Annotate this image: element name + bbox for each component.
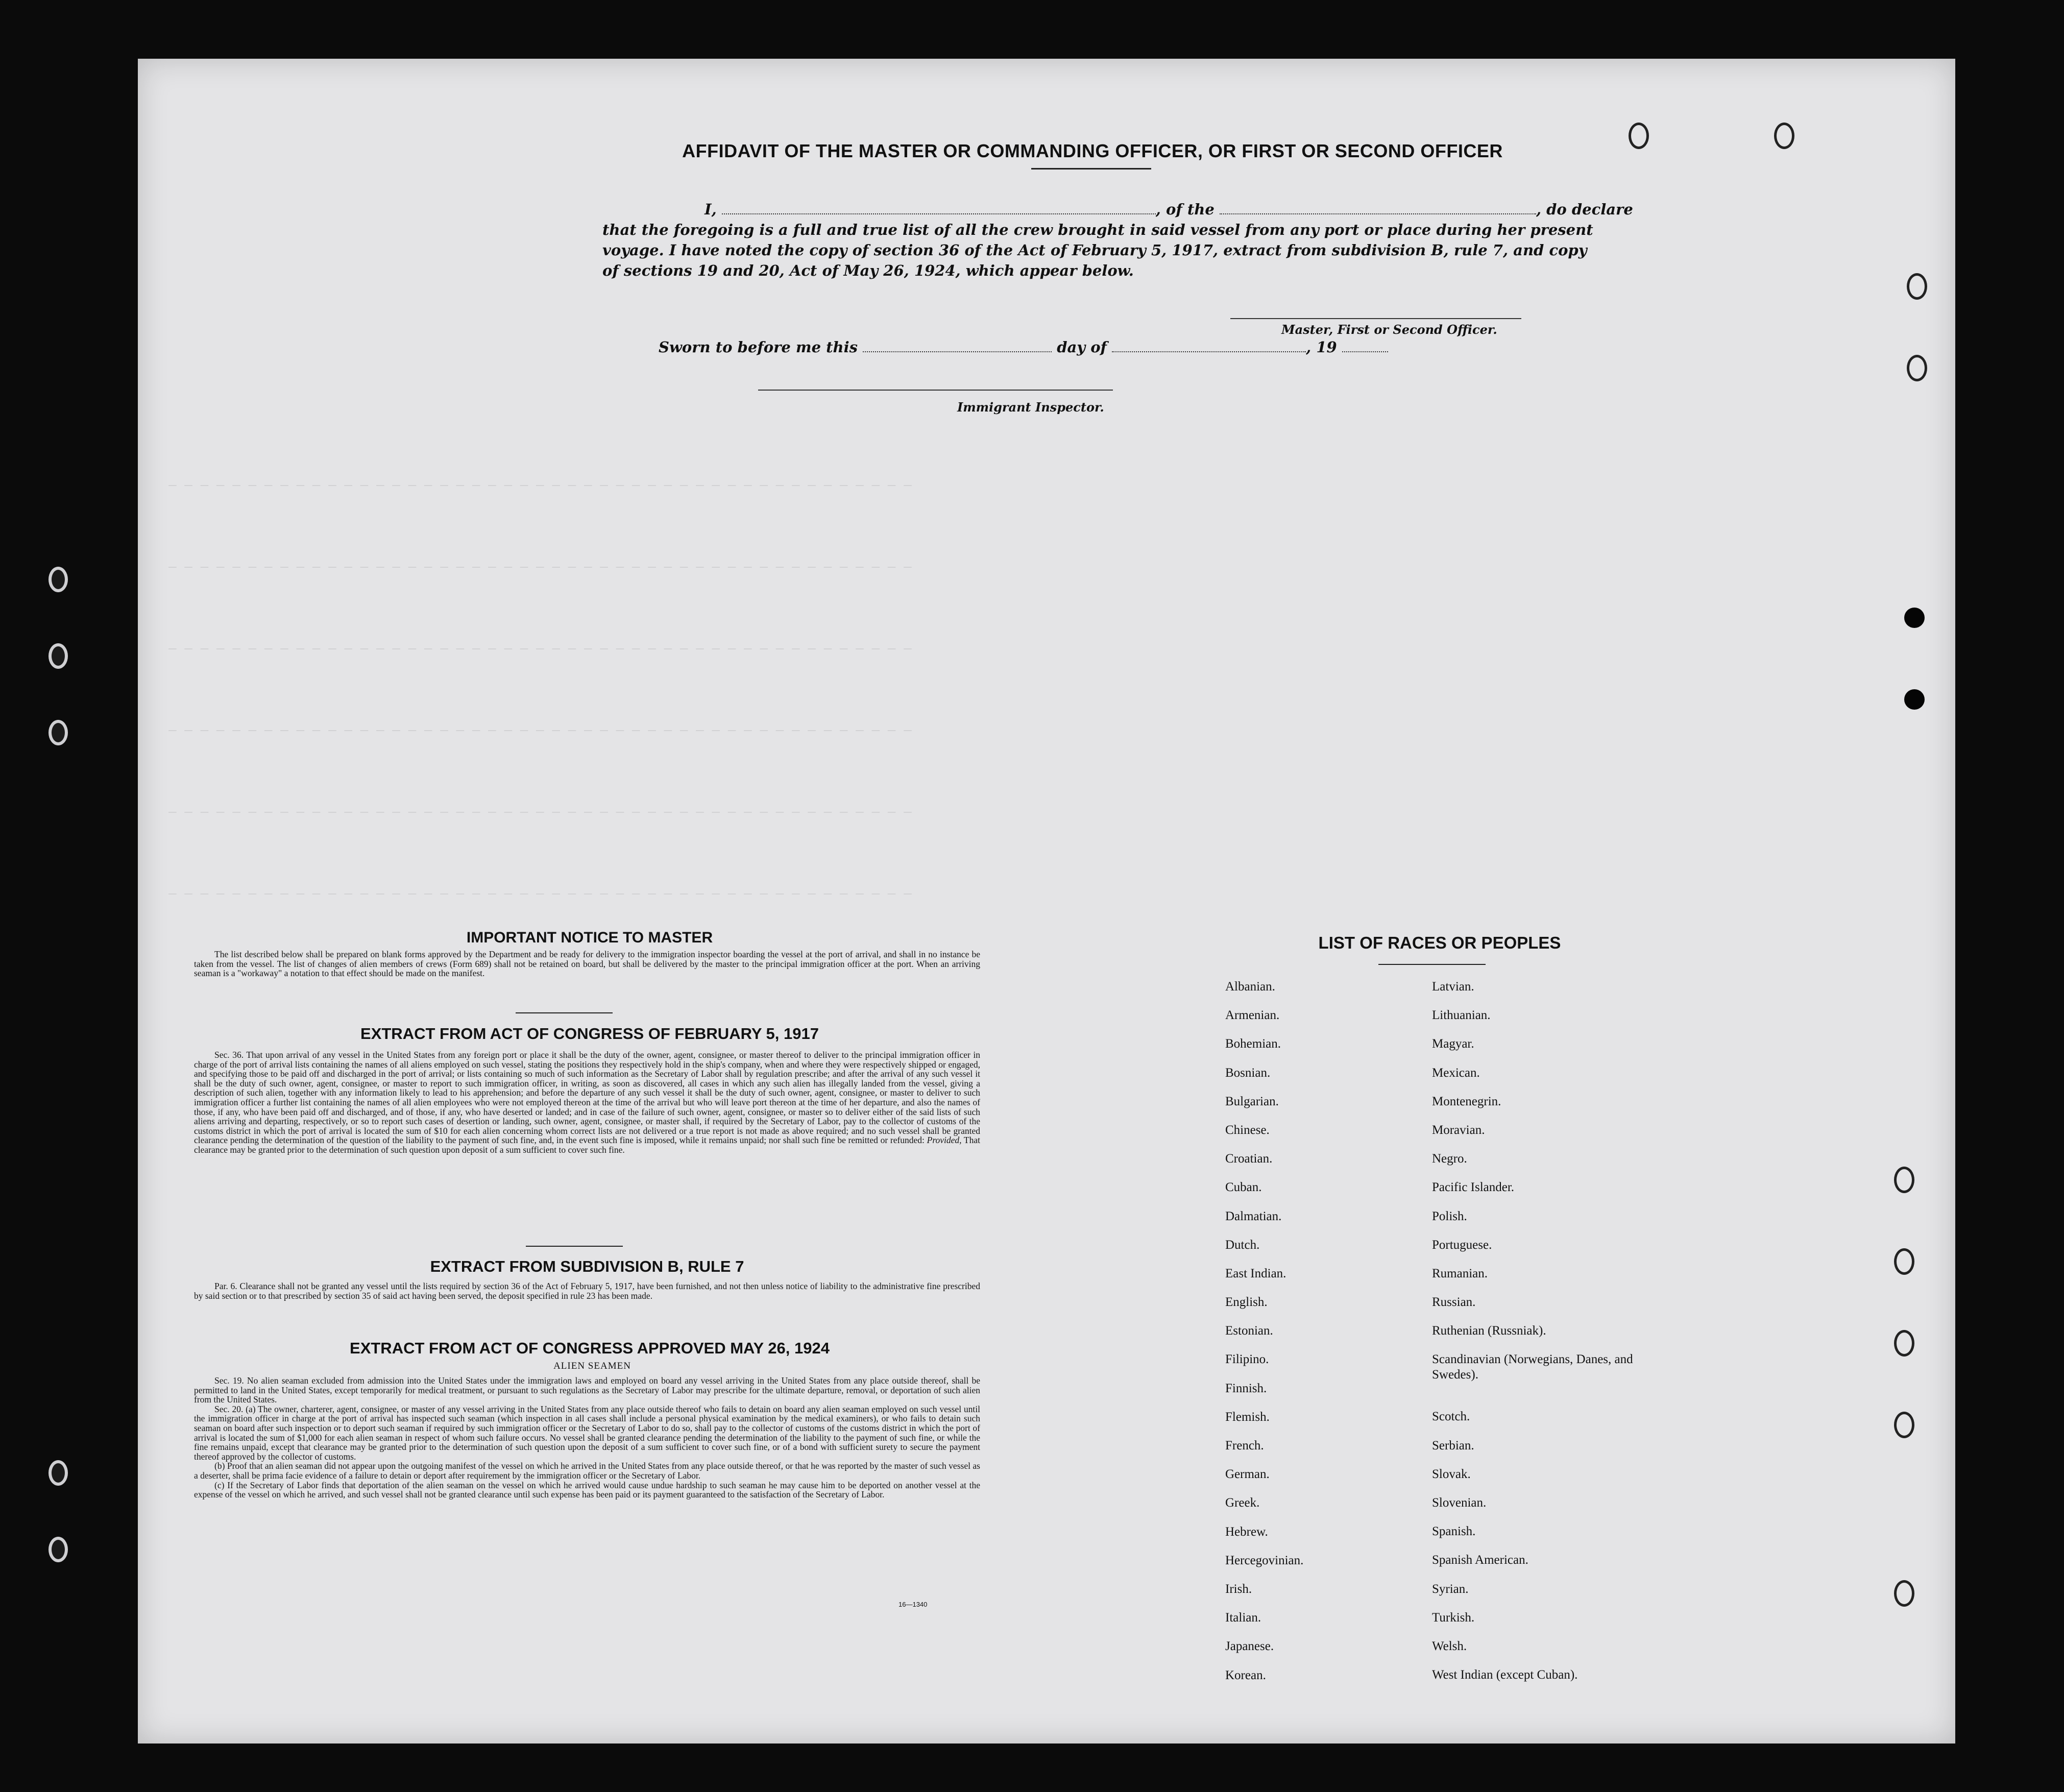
affidavit-line-2: that the foregoing is a full and true list of all the crew brought in said vessel from any port or place during her present: [602, 221, 1593, 238]
punch-hole: [1894, 1167, 1914, 1193]
bleed-through-texture: — — — — — — — — — — — — — — — — — — — — — — — — — — — — — — — — — — — — — — — — — — — — — — —: [168, 804, 912, 819]
rule7-paragraph: Par. 6. Clearance shall not be granted any vessel until the lists required by section 36 of the Act of February 5, 1917, have been furnished, and not then unless notice of liability to the administrative fine prescribed by said section or to that prescribed by section 35 of said act having been served, the deposit specified in rule 23 has been made.: [194, 1281, 980, 1301]
punch-hole: [1894, 1412, 1914, 1438]
race-item: Russian.: [1432, 1295, 1476, 1310]
extract-rule7-body: [194, 1281, 980, 1300]
extract-1917-body: [194, 1050, 980, 1155]
sec20b-paragraph: (b) Proof that an alien seaman did not appear upon the outgoing manifest of the vessel on which he arrived in the United States from any place outside thereof, or that he was reported by the master of such vessel as a deserter, shall be prima facie evidence of a failure to detain or deport after requirement by the immigration officer or the Secretary of Labor.: [194, 1461, 980, 1481]
race-item: East Indian.: [1225, 1266, 1286, 1280]
sec36-paragraph: [194, 1050, 980, 1155]
race-item: Albanian.: [1225, 980, 1275, 994]
race-item: Slovak.: [1432, 1467, 1471, 1481]
race-item: Spanish American.: [1432, 1553, 1528, 1567]
race-item: Turkish.: [1432, 1610, 1475, 1625]
notice-title: IMPORTANT NOTICE TO MASTER: [466, 929, 713, 946]
bleed-through-texture: — — — — — — — — — — — — — — — — — — — — — — — — — — — — — — — — — — — — — — — — — — — — — — —: [168, 722, 912, 738]
master-signature-label: Master, First or Second Officer.: [1281, 322, 1497, 337]
affidavit-line-1: [602, 199, 1700, 220]
race-item: Armenian.: [1225, 1008, 1280, 1023]
inspector-label: Immigrant Inspector.: [957, 400, 1104, 415]
sworn-year-field[interactable]: [1342, 338, 1388, 352]
sec36-label: Sec. 36.: [214, 1050, 244, 1060]
race-item: Negro.: [1432, 1152, 1467, 1166]
race-item: Serbian.: [1432, 1438, 1474, 1452]
binder-hole: [48, 1537, 68, 1562]
punch-hole: [1907, 273, 1927, 300]
form-page: [138, 59, 1955, 1743]
race-item: Mexican.: [1432, 1065, 1480, 1080]
punch-hole: [1904, 689, 1925, 710]
race-item: Greek.: [1225, 1496, 1260, 1510]
inspector-signature-line[interactable]: [758, 390, 1113, 391]
race-item: French.: [1225, 1439, 1264, 1452]
race-item: Chinese.: [1225, 1123, 1270, 1137]
vessel-name-field[interactable]: [1220, 200, 1536, 214]
binder-hole: [48, 643, 68, 669]
race-item: Korean.: [1225, 1668, 1266, 1682]
notice-body: [194, 950, 980, 978]
sec20c-paragraph: (c) If the Secretary of Labor finds that deportation of the alien seaman on the vessel on which he arrived would cause undue hardship to such seaman he may cause him to be deported on another vessel at the expense of the vessel on which he arrived, and such vessel shall not be granted clearance until such expense has been paid or its payment guaranteed to the satisfaction of the Secretary of Labor.: [194, 1480, 980, 1500]
race-item: Italian.: [1225, 1611, 1261, 1625]
race-item: Welsh.: [1432, 1639, 1467, 1653]
sworn-prefix: Sworn to before me this: [659, 338, 858, 356]
race-item: Latvian.: [1432, 980, 1474, 994]
races-right-column: [1432, 979, 1646, 1696]
bleed-through-texture: — — — — — — — — — — — — — — — — — — — — — — — — — — — — — — — — — — — — — — — — — — — — — — —: [168, 641, 912, 656]
race-item: Scotch.: [1432, 1410, 1470, 1424]
race-item: Croatian.: [1225, 1152, 1273, 1166]
form-code: 16—1340: [899, 1601, 928, 1608]
alien-seamen-subtitle: ALIEN SEAMEN: [553, 1361, 631, 1371]
punch-hole: [1894, 1330, 1914, 1357]
race-item: Polish.: [1432, 1209, 1467, 1223]
extract-rule7-title: EXTRACT FROM SUBDIVISION B, RULE 7: [430, 1257, 744, 1275]
race-item: Syrian.: [1432, 1582, 1469, 1596]
sworn-day-field[interactable]: [863, 338, 1052, 352]
race-item: Bulgarian.: [1225, 1094, 1279, 1108]
affidavit-i: I,: [705, 201, 717, 218]
section-rule: [516, 1012, 613, 1013]
affidavit-declare: , do declare: [1536, 201, 1633, 218]
races-rule: [1378, 964, 1486, 965]
affidavit-body: [602, 199, 1700, 281]
race-item: Portuguese.: [1432, 1238, 1492, 1252]
extract-1924-body: [194, 1376, 980, 1499]
race-item: English.: [1225, 1295, 1268, 1310]
races-left-column: [1225, 979, 1419, 1697]
section-rule: [526, 1246, 623, 1247]
punch-hole: [1904, 608, 1925, 628]
race-item: Bosnian.: [1225, 1065, 1271, 1080]
race-item: Flemish.: [1225, 1410, 1270, 1424]
affidavit-line-4: of sections 19 and 20, Act of May 26, 1924, which appear below.: [602, 262, 1134, 279]
proviso-text: That clearance may be granted prior to the determination of such question upon deposit of a sum sufficient to cover such fine.: [194, 1135, 980, 1155]
sec36-text: That upon arrival of any vessel in the United States from any foreign port or place it shall be the duty of the owner, agent, consignee, or master thereof to deliver to the principal immigration officer in charge of the port of arrival lists containing the names of all aliens employed on such vessel, stating the positions they respectively hold in the ship's company, when and where they were respectively shipped or engaged, and specifying those to be paid off and discharged in the port of arrival; or lists containing so much of such information as the Secretary of Labor shall by regulation prescribe; and after the arrival of any such vessel it shall be the duty of such owner, agent, consignee, or master to report to such immigration officer, in writing, as soon as discovered, all cases in which any such alien has illegally landed from the vessel, giving a description of such alien, together with any information likely to lead to his apprehension; and before the departure of any such vessel it shall be the duty of such owner, agent, consignee, or master to deliver to such immigration officer a further list containing the names of all alien employees who were not employed thereon at the time of the arrival but who will leave port thereon at the time of her departure, and also the names of those, if any, who have been paid off and discharged, and of those, if any, who have deserted or landed; and in case of the failure of such owner, agent, consignee, or master so to deliver either of the said lists of such aliens arriving and departing, respectively, or so to report such cases of desertion or landing, such owner, agent, consignee, or master shall, if required by the Secretary of Labor, pay to the collector of customs of the customs district in which the port of arrival is located the sum of $10 for each alien concerning whom correct lists are not delivered or a true report is not made as above required; and no such vessel shall be granted clearance pending the determination of the question of the liability to the payment of such fine, and, in the event such fine is imposed, while it remains unpaid; nor shall such fine be remitted or refunded:: [194, 1050, 980, 1146]
race-item: Moravian.: [1432, 1123, 1485, 1137]
race-item: Pacific Islander.: [1432, 1180, 1515, 1195]
punch-hole: [1894, 1580, 1914, 1607]
title-rule: [1031, 168, 1151, 169]
punch-hole: [1774, 123, 1794, 149]
binder-hole: [48, 567, 68, 592]
binder-hole: [48, 720, 68, 745]
proviso-label: Provided,: [927, 1135, 962, 1146]
officer-name-field[interactable]: [722, 200, 1156, 214]
race-item: Slovenian.: [1432, 1496, 1487, 1510]
sworn-day-of: day of: [1057, 338, 1107, 356]
race-item: Estonian.: [1225, 1324, 1273, 1338]
sworn-line: [659, 337, 1424, 357]
race-item: Finnish.: [1225, 1381, 1267, 1395]
sec19-paragraph: Sec. 19. No alien seaman excluded from admission into the United States under the immigration laws and employed on board any vessel arriving in the United States from any place outside thereof, shall be permitted to land in the United States, except temporarily for medical treatment, or pursuant to such regulations as the Secretary of Labor may prescribe for the ultimate departure, removal, or deportation of such alien from the United States.: [194, 1375, 980, 1405]
race-item: Lithuanian.: [1432, 1008, 1491, 1023]
race-item: Bohemian.: [1225, 1037, 1281, 1051]
affidavit-title: AFFIDAVIT OF THE MASTER OR COMMANDING OFFICER, OR FIRST OR SECOND OFFICER: [682, 140, 1503, 161]
race-item: German.: [1225, 1467, 1270, 1482]
race-item: Rumanian.: [1432, 1266, 1488, 1280]
punch-hole: [1894, 1248, 1914, 1275]
race-item: Dutch.: [1225, 1238, 1260, 1252]
race-item: Spanish.: [1432, 1524, 1476, 1539]
race-item: Filipino.: [1225, 1352, 1269, 1367]
races-title: LIST OF RACES OR PEOPLES: [1318, 933, 1561, 952]
race-item: Hercegovinian.: [1225, 1553, 1304, 1567]
sec20a-paragraph: Sec. 20. (a) The owner, charterer, agent, consignee, or master of any vessel arriving in the United States from any place outside thereof who fails to detain on board any alien seaman employed on such vessel until the immigration officer in charge at the port of arrival has inspected such seaman (which inspection in all cases shall include a personal physical examination by the medical examiners), or who fails to detain such seaman on board after such inspection or to deport such seaman if required by such immigration officer or the Secretary of Labor to do so, shall pay to the collector of customs of the customs district in which the port of arrival is located the sum of $1,000 for each alien seaman in respect of whom such failure occurs. No vessel shall be granted clearance pending the determination of the liability to the payment of such fine, or while the fine remains unpaid, except that clearance may be granted prior to the determination of such question upon the deposit of a sum sufficient to cover such fine, or of a bond with sufficient surety to secure the payment thereof approved by the collector of customs.: [194, 1403, 980, 1462]
sworn-year: , 19: [1306, 338, 1337, 356]
race-item: Scandinavian (Norwegians, Danes, and Swedes).: [1432, 1352, 1633, 1382]
race-item: Japanese.: [1225, 1639, 1274, 1654]
race-item: Irish.: [1225, 1582, 1252, 1596]
binder-hole: [48, 1460, 68, 1486]
punch-hole: [1629, 123, 1649, 149]
punch-hole: [1907, 355, 1927, 381]
bleed-through-texture: — — — — — — — — — — — — — — — — — — — — — — — — — — — — — — — — — — — — — — — — — — — — — — —: [168, 477, 912, 493]
race-item: Hebrew.: [1225, 1524, 1268, 1539]
race-item: West Indian (except Cuban).: [1432, 1668, 1578, 1682]
extract-1924-title: EXTRACT FROM ACT OF CONGRESS APPROVED MAY 26, 1924: [350, 1339, 830, 1357]
master-signature-line[interactable]: [1230, 318, 1521, 319]
bleed-through-texture: — — — — — — — — — — — — — — — — — — — — — — — — — — — — — — — — — — — — — — — — — — — — — — —: [168, 886, 912, 901]
race-item: Ruthenian (Russniak).: [1432, 1324, 1546, 1338]
notice-paragraph: The list described below shall be prepared on blank forms approved by the Department and be ready for delivery to the immigration inspector boarding the vessel at the port of arrival, and shall in no instance be taken from the vessel. The list of changes of alien members of crews (Form 689) shall not be retained on board, but shall be delivered by the master to the principal immigration officer at the port. When an arriving seaman is a "workaway" a notation to that effect should be made on the manifest.: [194, 949, 980, 979]
race-item: Montenegrin.: [1432, 1094, 1501, 1108]
race-item: Cuban.: [1225, 1180, 1262, 1195]
race-item: Dalmatian.: [1225, 1209, 1282, 1223]
affidavit-of-the: , of the: [1155, 201, 1215, 218]
affidavit-line-3: voyage. I have noted the copy of section 36 of the Act of February 5, 1917, extract from subdivision B, rule 7, and copy: [602, 241, 1587, 259]
race-item: Magyar.: [1432, 1037, 1474, 1051]
sworn-month-field[interactable]: [1112, 338, 1306, 352]
bleed-through-texture: — — — — — — — — — — — — — — — — — — — — — — — — — — — — — — — — — — — — — — — — — — — — — — —: [168, 559, 912, 574]
extract-1917-title: EXTRACT FROM ACT OF CONGRESS OF FEBRUARY 5, 1917: [360, 1025, 819, 1043]
